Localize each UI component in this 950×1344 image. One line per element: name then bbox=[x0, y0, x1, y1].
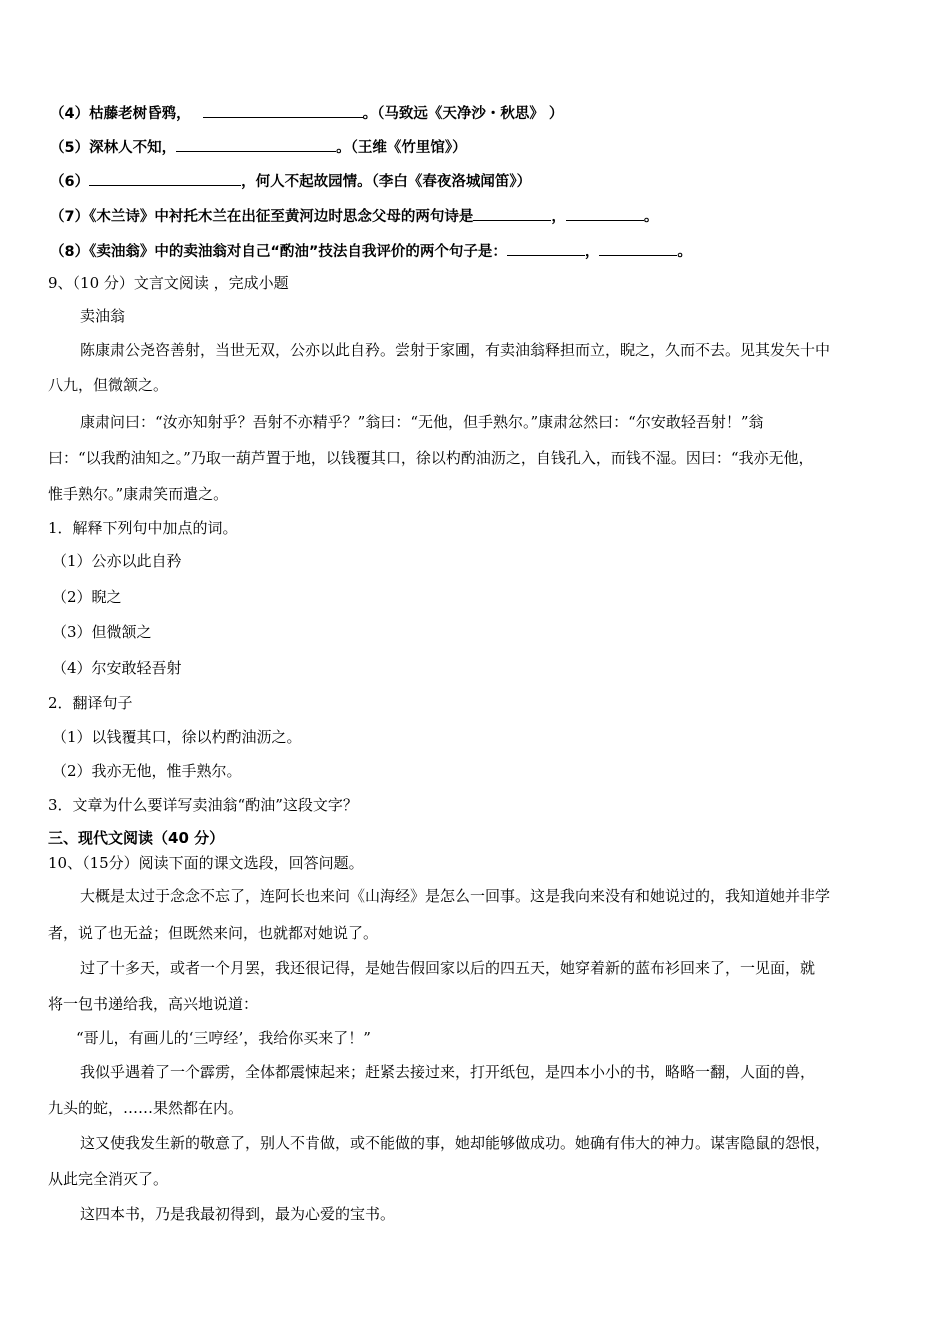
fill-item-8-suffix: 。 bbox=[677, 244, 692, 260]
passage-line: 大概是太过于念念不忘了，连阿长也来问《山海经》是怎么一回事。这是我向来没有和她说过的，我知道她并非学 bbox=[80, 887, 831, 905]
fill-item-5-prefix: （5）深林人不知， bbox=[50, 140, 177, 156]
fill-item-4-prefix: （4）枯藤老树昏鸦， bbox=[50, 106, 191, 122]
fill-item-6 bbox=[50, 170, 531, 192]
subquestion-item: （4）尔安敢轻吾射 bbox=[52, 659, 182, 677]
section-title: 三、现代文阅读（40 分） bbox=[48, 829, 225, 847]
answer-blank[interactable] bbox=[89, 170, 241, 186]
subquestion-item: （2）睨之 bbox=[52, 588, 122, 606]
passage-line: 将一包书递给我，高兴地说道： bbox=[48, 995, 259, 1013]
fill-item-4 bbox=[50, 102, 563, 124]
answer-blank[interactable] bbox=[599, 240, 677, 256]
passage-line: 过了十多天，或者一个月罢，我还很记得，是她告假回家以后的四五天，她穿着新的蓝布衫回来了，一见面，就 bbox=[80, 959, 816, 977]
subquestion-3: 3．文章为什么要详写卖油翁“酌油”这段文字？ bbox=[48, 796, 358, 814]
passage-line: 这四本书，乃是我最初得到，最为心爱的宝书。 bbox=[80, 1205, 396, 1223]
fill-item-8 bbox=[50, 240, 692, 262]
passage-line: 者，说了也无益；但既然来问，也就都对她说了。 bbox=[48, 924, 379, 942]
question-9-header: 9、（10 分）文言文阅读 ，完成小题 bbox=[48, 274, 289, 292]
passage-line: 曰：“以我酌油知之。”乃取一葫芦置于地，以钱覆其口，徐以杓酌油沥之，自钱孔入，而钱不湿。因曰：“我亦无他， bbox=[48, 449, 814, 467]
subquestion-item: （3）但微颔之 bbox=[52, 623, 152, 641]
passage-line: 我似乎遇着了一个霹雳，全体都震悚起来；赶紧去接过来，打开纸包，是四本小小的书，略略一翻，人面的兽， bbox=[80, 1063, 816, 1081]
passage-title: 卖油翁 bbox=[80, 307, 126, 325]
answer-blank[interactable] bbox=[473, 205, 551, 221]
answer-blank[interactable] bbox=[203, 102, 363, 118]
fill-item-8-prefix: （8）《卖油翁》中的卖油翁对自己“酌油”技法自我评价的两个句子是： bbox=[50, 244, 507, 260]
answer-blank[interactable] bbox=[176, 136, 336, 152]
passage-line: 从此完全消灭了。 bbox=[48, 1170, 169, 1188]
fill-item-7-suffix: 。 bbox=[643, 209, 659, 225]
subquestion-item: （1）以钱覆其口，徐以杓酌油沥之。 bbox=[52, 728, 302, 746]
subquestion-item: （1）公亦以此自矜 bbox=[52, 552, 182, 570]
passage-line: 陈康肃公尧咨善射，当世无双，公亦以此自矜。尝射于家圃，有卖油翁释担而立，睨之，久而不去。见其发矢十中 bbox=[80, 341, 831, 359]
fill-item-4-suffix: 。（马致远《天净沙・秋思》 ） bbox=[362, 106, 564, 122]
fill-item-7 bbox=[50, 205, 658, 227]
question-10-header: 10、（15分）阅读下面的课文选段，回答问题。 bbox=[48, 854, 364, 872]
passage-line: 九头的蛇，……果然都在内。 bbox=[48, 1099, 244, 1117]
fill-item-7-prefix: （7）《木兰诗》中衬托木兰在出征至黄河边时思念父母的两句诗是 bbox=[50, 209, 474, 225]
passage-line: 八九，但微颔之。 bbox=[48, 376, 169, 394]
subquestion-2: 2．翻译句子 bbox=[48, 694, 133, 712]
fill-item-6-prefix: （6） bbox=[50, 174, 90, 190]
answer-blank[interactable] bbox=[507, 240, 585, 256]
fill-item-6-suffix: ，何人不起故园情。（李白《春夜洛城闻笛》） bbox=[241, 174, 532, 190]
passage-line: “哥儿，有画儿的‘三哼经’，我给你买来了！” bbox=[76, 1029, 371, 1047]
fill-item-8-sep: ， bbox=[584, 244, 600, 260]
fill-item-7-sep: ， bbox=[551, 209, 566, 225]
answer-blank[interactable] bbox=[566, 205, 644, 221]
fill-item-5-suffix: 。（王维《竹里馆》） bbox=[336, 140, 467, 156]
subquestion-1: 1．解释下列句中加点的词。 bbox=[48, 519, 238, 537]
passage-line: 惟手熟尔。”康肃笑而遣之。 bbox=[48, 485, 229, 503]
passage-line: 康肃问曰：“汝亦知射乎？吾射不亦精乎？”翁曰：“无他，但手熟尔。”康肃忿然曰：“尔安敢轻吾射！”翁 bbox=[80, 413, 764, 431]
subquestion-item: （2）我亦无他，惟手熟尔。 bbox=[52, 762, 242, 780]
fill-item-5 bbox=[50, 136, 467, 158]
passage-line: 这又使我发生新的敬意了，别人不肯做，或不能做的事，她却能够做成功。她确有伟大的神力。谋害隐鼠的怨恨， bbox=[80, 1134, 831, 1152]
